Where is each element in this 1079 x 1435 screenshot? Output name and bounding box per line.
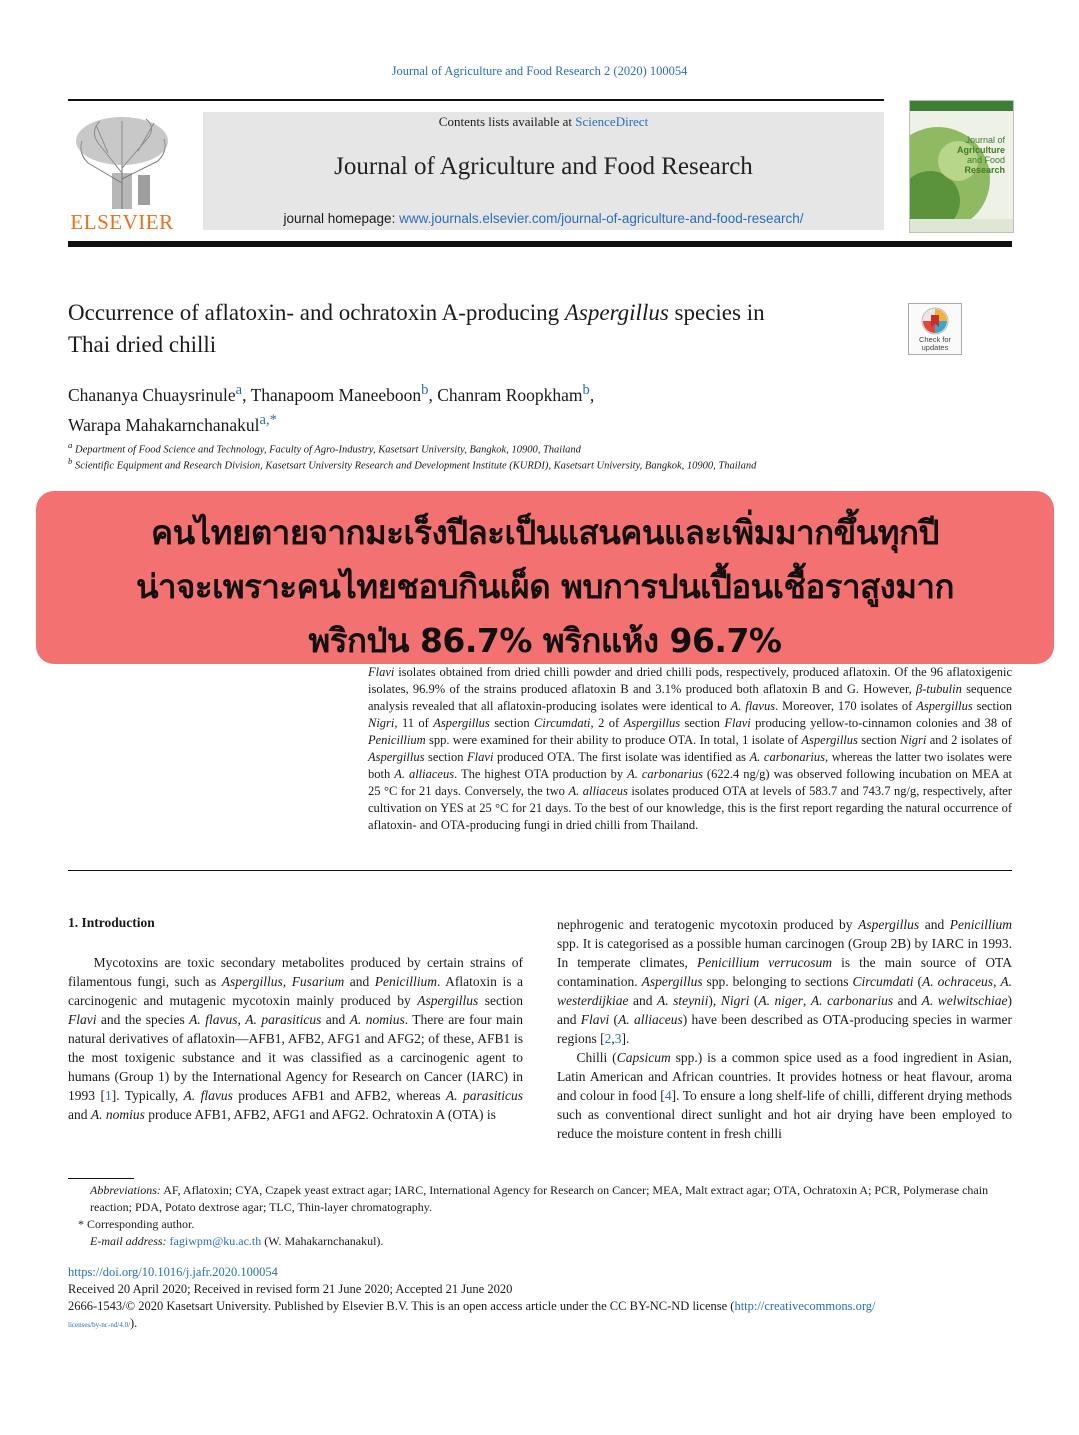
title-line-2: Thai dried chilli: [68, 332, 217, 357]
license-line-2: licenses/by-nc-nd/4.0/).: [68, 1316, 138, 1330]
email-footnote: E-mail address: fagiwpm@ku.ac.th (W. Mahakarnchanakul).: [90, 1234, 384, 1248]
author-1[interactable]: Chananya Chuaysrinule$^a$,: [68, 382, 251, 405]
cover-line-1: Journal of: [965, 135, 1005, 145]
author-2[interactable]: Thanapoom Maneeboon$^b$,: [250, 382, 438, 405]
article-meta: [68, 1264, 1012, 1334]
contents-prefix: Contents lists available at: [438, 114, 576, 129]
check-updates-icon: [920, 306, 950, 336]
cover-line-4: Research: [964, 165, 1005, 175]
overlay-line-3: พริกป่น 86.7% พริกแห้ง 96.7%: [308, 621, 782, 660]
overlay-line-1: คนไทยตายจากมะเร็งปีละเป็นแสนคนและเพิ่มมากขึ้นทุกปี: [151, 513, 939, 552]
overlay-line-2: น่าจะเพราะคนไทยชอบกินเผ็ด พบการปนเปื้อนเชื้อราสูงมาก: [135, 567, 955, 606]
title-part-2: species in: [668, 300, 765, 325]
article-title: [68, 297, 888, 361]
affiliation-b: $^b$ Scientific Equipment and Research Division, Kasetsart University Research and Development Institute (KURDI), Kasetsart University, Bangkok, 10900, Thailand: [68, 456, 757, 472]
author-4[interactable]: Warapa Mahakarnchanakul$^{a,*}$: [68, 411, 277, 435]
received-dates: Received 20 April 2020; Received in revised form 21 June 2020; Accepted 21 June 2020: [68, 1282, 513, 1296]
homepage-prefix: journal homepage:: [283, 211, 400, 226]
journal-citation[interactable]: Journal of Agriculture and Food Research 2 (2020) 100054: [391, 64, 688, 78]
author-3[interactable]: Chanram Roopkham$^b$,: [437, 382, 595, 405]
abbreviations-footnote: Abbreviations: AF, Aflatoxin; CYA, Czapek yeast extract agar; IARC, International Agency for Research on Cancer; MEA, Malt extract agar; OTA, Ochratoxin A; PCR, Polymerase chain reaction; PDA, Potato dextrose agar; TLC, Thin-layer chromatography.: [90, 1183, 989, 1214]
contents-line: [203, 114, 884, 130]
abstract-text: Flavi isolates obtained from dried chilli powder and dried chilli pods, respectively, produced aflatoxin. Of the 96 aflatoxigenic isolates, 96.9% of the strains produced aflatoxin B and 3.1% produced both aflatoxin B and G. However, β-tubulin sequence analysis revealed that all aflatoxin-producing isolates were identical to A. flavus. Moreover, 170 isolates of Aspergillus section Nigri, 11 of Aspergillus section Circumdati, 2 of Aspergillus section Flavi producing yellow-to-cinnamon colonies and 38 of Penicillium spp. were examined for their ability to produce OTA. In total, 1 isolate of Aspergillus section Nigri and 2 isolates of Aspergillus section Flavi produced OTA. The first isolate was identified as A. carbonarius, whereas the latter two isolates were both A. alliaceus. The highest OTA production by A. carbonarius (622.4 ng/g) was observed following incubation on MEA at 25 °C for 21 days. Conversely, the two A. alliaceus isolates produced OTA at levels of 583.7 and 743.7 ng/g, respectively, after cultivation on YES at 25 °C for 21 days. To the best of our knowledge, this is the first report regarding the natural occurrence of aflatoxin- and OTA-producing fungi in dried chilli from Thailand.: [368, 665, 1013, 832]
cover-title: [957, 135, 1005, 175]
homepage-link[interactable]: www.journals.elsevier.com/journal-of-agriculture-and-food-research/: [399, 211, 804, 226]
check-for-updates-button[interactable]: [908, 303, 962, 355]
header-thick-rule: [68, 241, 1012, 247]
journal-homepage: [203, 211, 884, 226]
elsevier-wordmark: ELSEVIER: [70, 210, 174, 234]
check-updates-label: Check for updates: [918, 335, 952, 352]
journal-name: Journal of Agriculture and Food Research: [334, 153, 753, 180]
email-link[interactable]: fagiwpm@ku.ac.th: [169, 1234, 262, 1248]
cover-line-2: Agriculture: [956, 145, 1005, 155]
header-rule: [68, 99, 884, 101]
license-line: 2666-1543/© 2020 Kasetsart University. Published by Elsevier B.V. This is an open access article under the CC BY-NC-ND license (http://creativecommons.org/: [68, 1299, 876, 1313]
cover-line-3: and Food: [966, 155, 1005, 165]
intro-left-column: Mycotoxins are toxic secondary metabolites produced by certain strains of filamentous fungi, such as Aspergillus, Fusarium and Penicillium. Aflatoxin is a carcinogenic and mutagenic mycotoxin mainly produced by Aspergillus section Flavi and the species A. flavus, A. parasiticus and A. nomius. There are four main natural derivatives of aflatoxin—AFB1, AFB2, AFG1 and AFG2; of these, AFB1 is the most toxigenic substance and it was classified as a carcinogenic agent to humans (Group 1) by the International Agency for Research on Cancer (IARC) in 1993 [1]. Typically, A. flavus produces AFB1 and AFB2, whereas A. parasiticus and A. nomius produce AFB1, AFB2, AFG1 and AFG2. Ochratoxin A (OTA) is: [68, 955, 524, 1122]
author-list: [68, 378, 968, 438]
journal-cover-image: [909, 100, 1014, 233]
section-heading-introduction: 1. Introduction: [68, 915, 155, 930]
license-link[interactable]: http://creativecommons.org/: [734, 1299, 876, 1313]
corresponding-footnote: * Corresponding author.: [78, 1217, 195, 1231]
intro-right-column: nephrogenic and teratogenic mycotoxin produced by Aspergillus and Penicillium spp. It is categorised as a possible human carcinogen (Group 2B) by IARC in 1993. In temperate climates, Penicillium verrucosum is the main source of OTA contamination. Aspergillus spp. belonging to sections Circumdati (A. ochraceus, A. westerdijkiae and A. steynii), Nigri (A. niger, A. carbonarius and A. welwitschiae) and Flavi (A. alliaceus) have been described as OTA-producing species in warmer regions [2,3]. Chilli (Capsicum spp.) is a common spice used as a food ingredient in Asian, Latin American and African countries. It provides hotness or heat flavour, aroma and colour in food [4]. To ensure a long shelf-life of chilli, different drying methods such as conventional direct sunlight and hot air drying have been employed to reduce the moisture content in fresh chilli: [557, 917, 1013, 1141]
title-part-1: Occurrence of aflatoxin- and ochratoxin A-producing: [68, 300, 565, 325]
license-link-2[interactable]: licenses/by-nc-nd/4.0/: [68, 1321, 131, 1329]
footnotes: [68, 1182, 1012, 1250]
title-italic: Aspergillus: [564, 300, 669, 325]
footnote-rule: [68, 1178, 134, 1179]
affiliation-a: $^a$ Department of Food Science and Technology, Faculty of Agro-Industry, Kasetsart University, Bangkok, 10900, Thailand: [68, 440, 581, 456]
sciencedirect-link[interactable]: ScienceDirect: [575, 114, 649, 129]
abstract-rule: [68, 870, 1012, 871]
doi-link[interactable]: https://doi.org/10.1016/j.jafr.2020.100054: [68, 1265, 278, 1279]
